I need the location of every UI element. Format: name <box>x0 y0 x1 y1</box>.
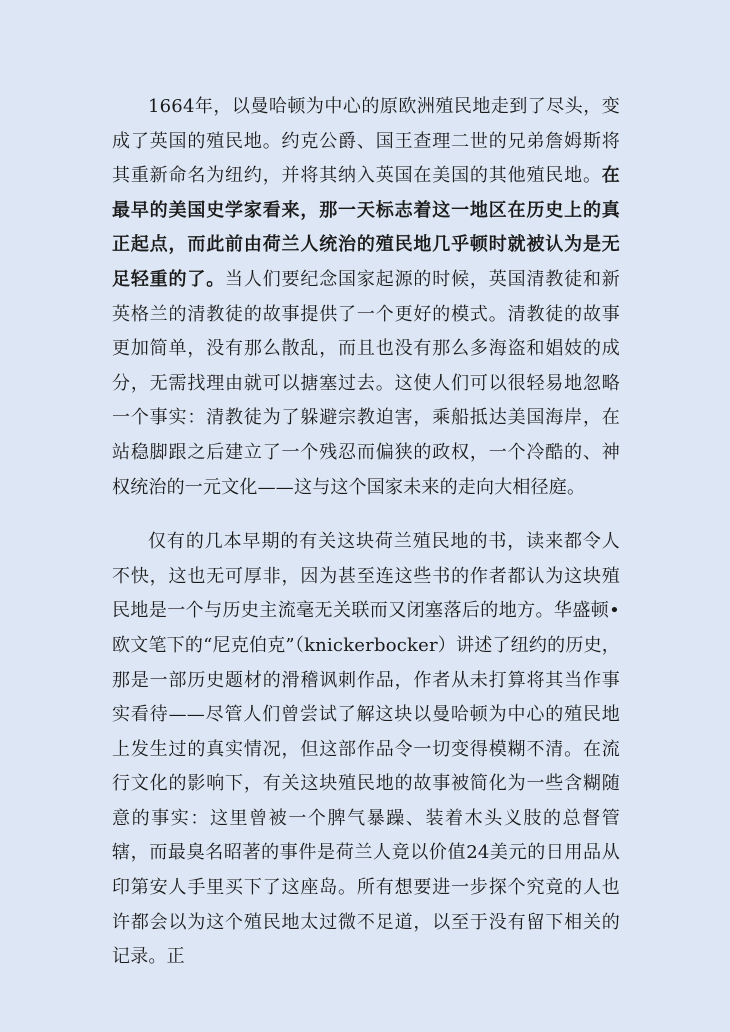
paragraph-1 <box>112 90 620 505</box>
paragraph-2 <box>112 525 620 975</box>
paragraph-2-text: 仅有的几本早期的有关这块荷兰殖民地的书，读来都令人不快，这也无可厚非，因为甚至连这些书的作者都认为这块殖民地是一个与历史主流毫无关联而又闭塞落后的地方。华盛顿•欧文笔下的“尼克伯克”（knickerbocker）讲述了纽约的历史，那是一部历史题材的滑稽讽刺作品，作者从未打算将其当作事实看待——尽管人们曾尝试了解这块以曼哈顿为中心的殖民地上发生过的真实情况，但这部作品令一切变得模糊不清。在流行文化的影响下，有关这块殖民地的故事被简化为一些含糊随意的事实：这里曾被一个脾气暴躁、装着木头义肢的总督管辖，而最臭名昭著的事件是荷兰人竟以价值24美元的日用品从印第安人手里买下了这座岛。所有想要进一步探个究竟的人也许都会以为这个殖民地太过微不足道，以至于没有留下相关的记录。正 <box>112 531 620 968</box>
paragraph-1-text-a: 1664年，以曼哈顿为中心的原欧洲殖民地走到了尽头，变成了英国的殖民地。约克公爵、国王查理二世的兄弟詹姆斯将其重新命名为纽约，并将其纳入英国在美国的其他殖民地。 <box>112 96 620 187</box>
paragraph-1-bold-text: 在最早的美国史学家看来，那一天标志着这一地区在历史上的真正起点，而此前由荷兰人统治的殖民地几乎顿时就被认为是无足轻重的了。 <box>112 165 620 290</box>
paragraph-1-text-b: 当人们要纪念国家起源的时候，英国清教徒和新英格兰的清教徒的故事提供了一个更好的模式。清教徒的故事更加简单，没有那么散乱，而且也没有那么多海盗和娼妓的成分，无需找理由就可以搪塞过去。这使人们可以很轻易地忽略一个事实：清教徒为了躲避宗教迫害，乘船抵达美国海岸，在站稳脚跟之后建立了一个残忍而偏狭的政权，一个冷酷的、神权统治的一元文化——这与这个国家未来的走向大相径庭。 <box>112 268 620 498</box>
